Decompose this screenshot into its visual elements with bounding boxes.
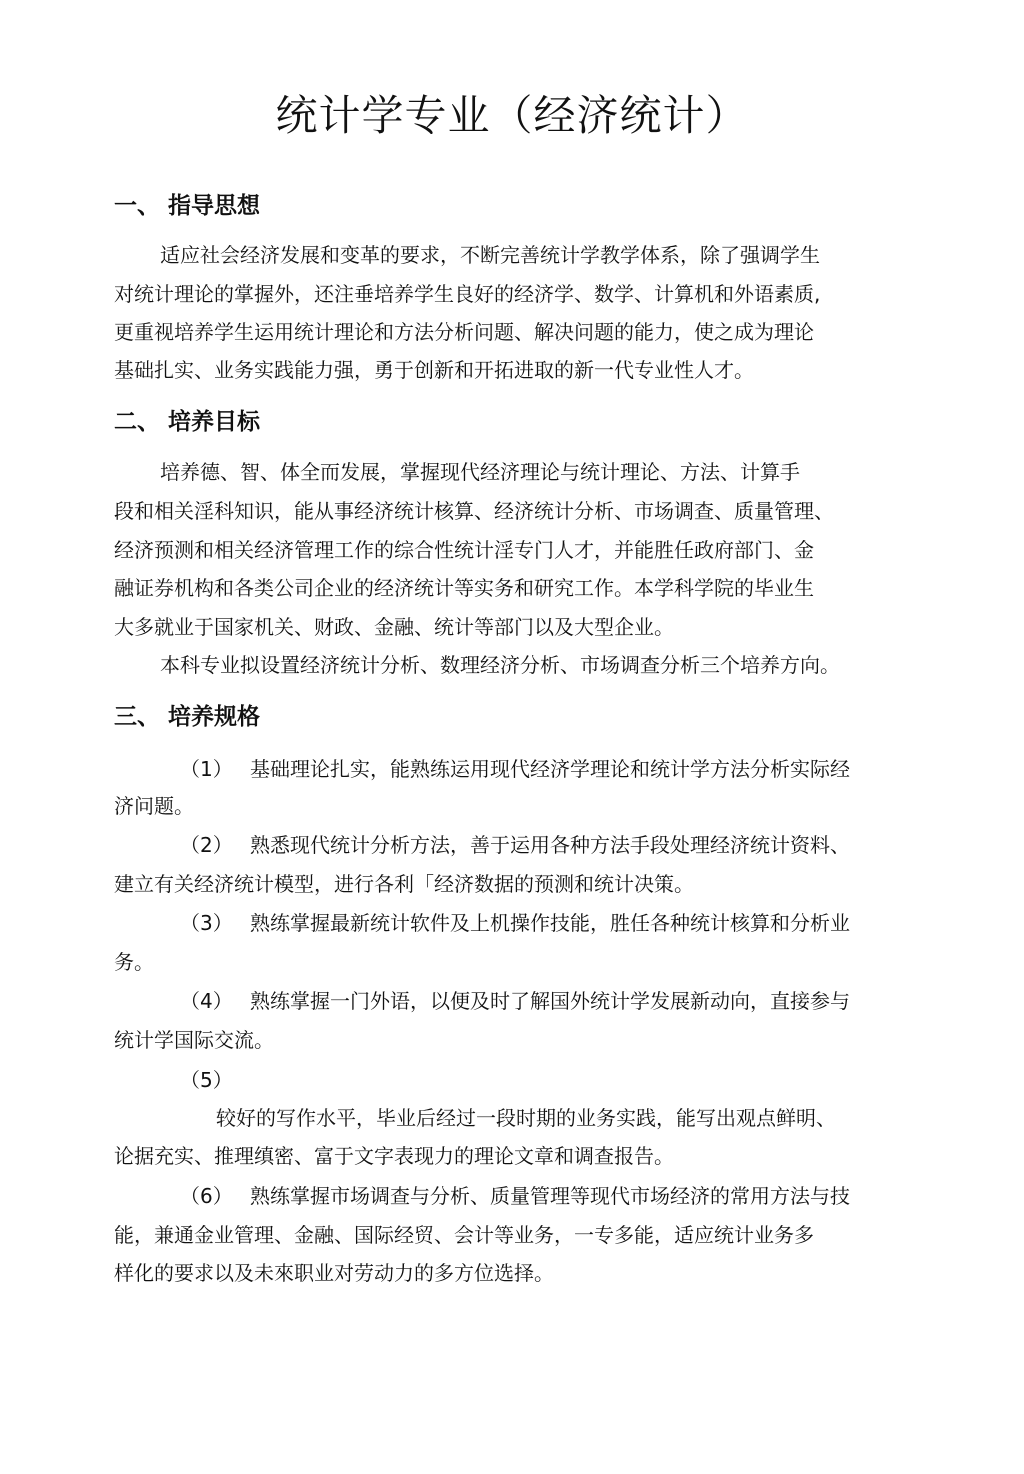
paragraph-line: 融证券机构和各类公司企业的经济统计等实务和研究工作。本学科学院的毕业生 [114, 576, 814, 600]
paragraph-line: 适应社会经济发展和变革的要求，不断完善统计学教学体系，除了强调学生 [160, 243, 820, 267]
list-item-text: 基础理论扎实，能熟练运用现代经济学理论和统计学方法分析实际经 [250, 757, 850, 781]
list-item-marker: （5） [180, 1068, 233, 1092]
list-item-text: 熟练掌握市场调查与分析、质量管理等现代市场经济的常用方法与技 [250, 1184, 850, 1208]
list-item-text: 能，兼通金业管理、金融、国际经贸、会计等业务，一专多能，适应统计业务多 [114, 1223, 814, 1247]
paragraph-line: 培养德、智、体全而发展，掌握现代经济理论与统计理论、方法、计算手 [160, 460, 800, 484]
paragraph-line: 大多就业于国家机关、财政、金融、统计等部门以及大型企业。 [114, 615, 674, 639]
list-item-text: 熟练掌握最新统计软件及上机操作技能，胜任各种统计核算和分析业 [250, 911, 850, 935]
list-item-marker: （4） [180, 989, 233, 1013]
list-item-text: 样化的要求以及未來职业对劳动力的多方位选择。 [114, 1261, 554, 1285]
list-item-marker: （3） [180, 911, 233, 935]
section-heading-training-specifications: 三、 培养规格 [114, 704, 261, 730]
document-title: 统计学专业（经济统计） [275, 91, 749, 140]
list-item-text: 务。 [114, 950, 154, 974]
list-item-text: 论据充实、推理缜密、富于文字表现力的理论文章和调查报告。 [114, 1144, 674, 1168]
paragraph-line: 段和相关淫科知识，能从事经济统计核算、经济统计分析、市场调查、质量管理、 [114, 499, 834, 523]
paragraph-line: 更重视培养学生运用统计理论和方法分析问题、解决问题的能力，使之成为理论 [114, 320, 814, 344]
list-item-text: 熟悉现代统计分析方法，善于运用各种方法手段处理经济统计资料、 [250, 833, 850, 857]
paragraph-line: 本科专业拟设置经济统计分析、数理经济分析、市场调查分析三个培养方向。 [160, 653, 840, 677]
list-item-text: 济问题。 [114, 794, 194, 818]
list-item-text: 较好的写作水平，毕业后经过一段时期的业务实践，能写出观点鲜明、 [216, 1106, 836, 1130]
paragraph-line: 对统计理论的掌握外，还注垂培养学生良好的经济学、数学、计算机和外语素质, [114, 282, 821, 306]
list-item-text: 熟练掌握一门外语，以便及时了解国外统计学发展新动向，直接参与 [250, 989, 850, 1013]
list-item-marker: （1） [180, 757, 233, 781]
section-heading-guiding-ideology: 一、 指导思想 [114, 193, 261, 219]
list-item-marker: （6） [180, 1184, 233, 1208]
list-item-text: 统计学国际交流。 [114, 1028, 274, 1052]
section-heading-training-objectives: 二、 培养目标 [114, 409, 261, 435]
paragraph-line: 基础扎实、业务实践能力强，勇于创新和开拓进取的新一代专业性人才。 [114, 358, 754, 382]
list-item-text: 建立有关经济统计模型，进行各利「经济数据的预测和统计决策。 [114, 872, 694, 896]
paragraph-line: 经济预测和相关经济管理工作的综合性统计淫专门人才，并能胜任政府部门、金 [114, 538, 814, 562]
list-item-marker: （2） [180, 833, 233, 857]
